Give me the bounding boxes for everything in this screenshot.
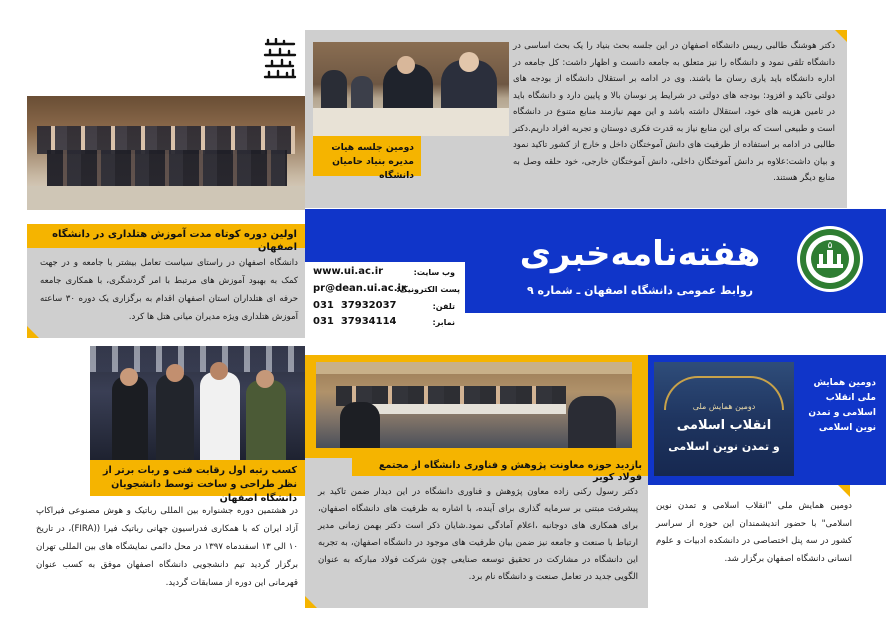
contact-phone-label: تلفن: [432, 302, 455, 311]
contact-phone: 031 37932037 [313, 300, 397, 311]
contact-website-label: وب سایت: [413, 268, 455, 277]
steel-visit-body: دکتر رسول رکنی زاده معاون پژوهش و فناوری دانشگاه در این دیدار ضمن تاکید بر پیشرفت مبتنی بر سرمایه گذاری برای آینده، با اشاره به ظرفیت های دانشگاه اصفهان، برای همکاری های دوجانبه ،اعلام آمادگی نمود.شایان ذکر است دکتر بهمن زمانی مدیر ارتباط با صنعت و جامعه نیز ضمن بیان ظرفیت های موجود در دانشگاه اصفهان، به تجربه این دانشگاه در مشارکت در تحقیق توسعه صنایعی چون شرکت فولاد مبارکه به عنوان الگویی جدید در تعامل صنعت و دانشگاه نام برد. [318, 487, 638, 582]
corner-triangle-top-right [835, 30, 847, 42]
hotel-training-photo [27, 96, 305, 210]
hotel-training-body: دانشگاه اصفهان در راستای سیاست تعامل بیشتر با جامعه و در جهت کمک به بهبود آموزش های مرتبط با امر گردشگری، با همکاری جامعه حرفه ای هتلداران استان اصفهان اقدام به برگزاری یک دوره ۳۰ ساعته آموزش هتلداری ویژه مدیران میانی هتل ها کرد. [40, 258, 299, 322]
robotics-photo [90, 346, 305, 460]
hotel-training-caption: اولین دوره کوتاه مدت آموزش هتلداری در دانشگاه اصفهان [27, 224, 305, 248]
contact-website[interactable]: www.ui.ac.ir [313, 266, 384, 277]
university-emblem-icon [797, 226, 863, 292]
contact-fax-label: نمابر: [432, 318, 455, 327]
conference-poster-line3: و تمدن نوین اسلامی [668, 440, 780, 453]
conference-poster-line1: دومین همایش ملی [692, 402, 756, 411]
steel-visit-photo [316, 362, 632, 448]
university-logo [797, 226, 863, 292]
basmala-calligraphy [262, 38, 298, 84]
conference-triangle [838, 485, 850, 497]
corner-triangle-steel [305, 596, 317, 608]
conference-poster-line2: انقلاب اسلامی [676, 418, 772, 433]
board-meeting-body: دکتر هوشنگ طالبی رییس دانشگاه اصفهان در این جلسه بحث بنیاد را یک بحث اساسی در دانشگاه تلقی نمود و دانشگاه را نیز متعلق به جامعه دانست و اظهار داشت: کل جامعه در اداره دانشگاه باید یاری رسان ما باشند. وی در ادامه بر استقلال دانشگاه از بودجه های دولتی تاکید و افزود: بودجه های دولتی در شرایط پر نوسان بالا و پایین دارد و دانشگاه باید در تامین هزینه های خود، استقلال داشته باشد و این مهم نیازمند منابع متنوع در دانشگاه است و طبیعی است که برای این منابع نیاز به قدرت فکری دوستان و تجربه افراد داریم.دکتر طالبی در ادامه بر استفاده از ظرفیت های دانش آموختگان داخل و خارج از کشور تاکید نمود و بیان داشت:علاوه بر دانش آموختگان داخلی، دانش آموختگان خارجی، خود حلقه وصل به منابع دیگر هستند. [513, 41, 835, 183]
conference-caption: دومین همایش ملی انقلاب اسلامی و تمدن نوین اسلامی [808, 378, 876, 433]
svg-text:۵: ۵ [827, 241, 833, 251]
contact-email[interactable]: pr@dean.ui.ac.ir [313, 283, 406, 294]
contact-email-label: پست الکترونیک: [396, 285, 460, 294]
steel-visit-caption: بازدید حوزه معاونت پژوهش و فناوری دانشگاه از مجتمع فولاد کویر [352, 456, 648, 476]
robotics-caption: کسب رتبه اول رقابت فنی و ربات برتر از نظر طراحی و ساخت توسط دانشجویان دانشگاه اصفهان [90, 460, 305, 496]
corner-triangle-mediation [27, 326, 39, 338]
masthead-title: هفته‌نامه‌خبری [519, 234, 761, 274]
masthead-subtitle: روابط عمومی دانشگاه اصفهان ـ شماره ۹ [526, 284, 754, 297]
board-meeting-photo [313, 42, 509, 136]
conference-poster [654, 362, 794, 476]
contact-fax: 031 37934114 [313, 316, 397, 327]
board-meeting-caption: دومین جلسه هیات مدیره بنیاد حامیان دانشگاه [313, 136, 421, 176]
conference-body: دومین همایش ملی "انقلاب اسلامی و تمدن نوین اسلامی" با حضور اندیشمندان این حوزه از سراسر کشور در سه پنل اختصاصی در دانشکده ادبیات و علوم انسانی دانشگاه اصفهان برگزار شد. [656, 501, 852, 564]
robotics-body: در هشتمین دوره جشنواره بین المللی رباتیک و هوش مصنوعی فیراکاپ آزاد ایران که با همکاری فدراسیون جهانی رباتیک فیرا ((FIRA)، در تاریخ ۱۰ الی ۱۳ اسفندماه ۱۳۹۷ در محل دائمی نمایشگاه های بین المللی تهران برگزار گردید تیم دانشجویی دانشگاه اصفهان موفق به کسب عنوان قهرمانی این دوره از مسابقات گردید. [36, 506, 299, 588]
